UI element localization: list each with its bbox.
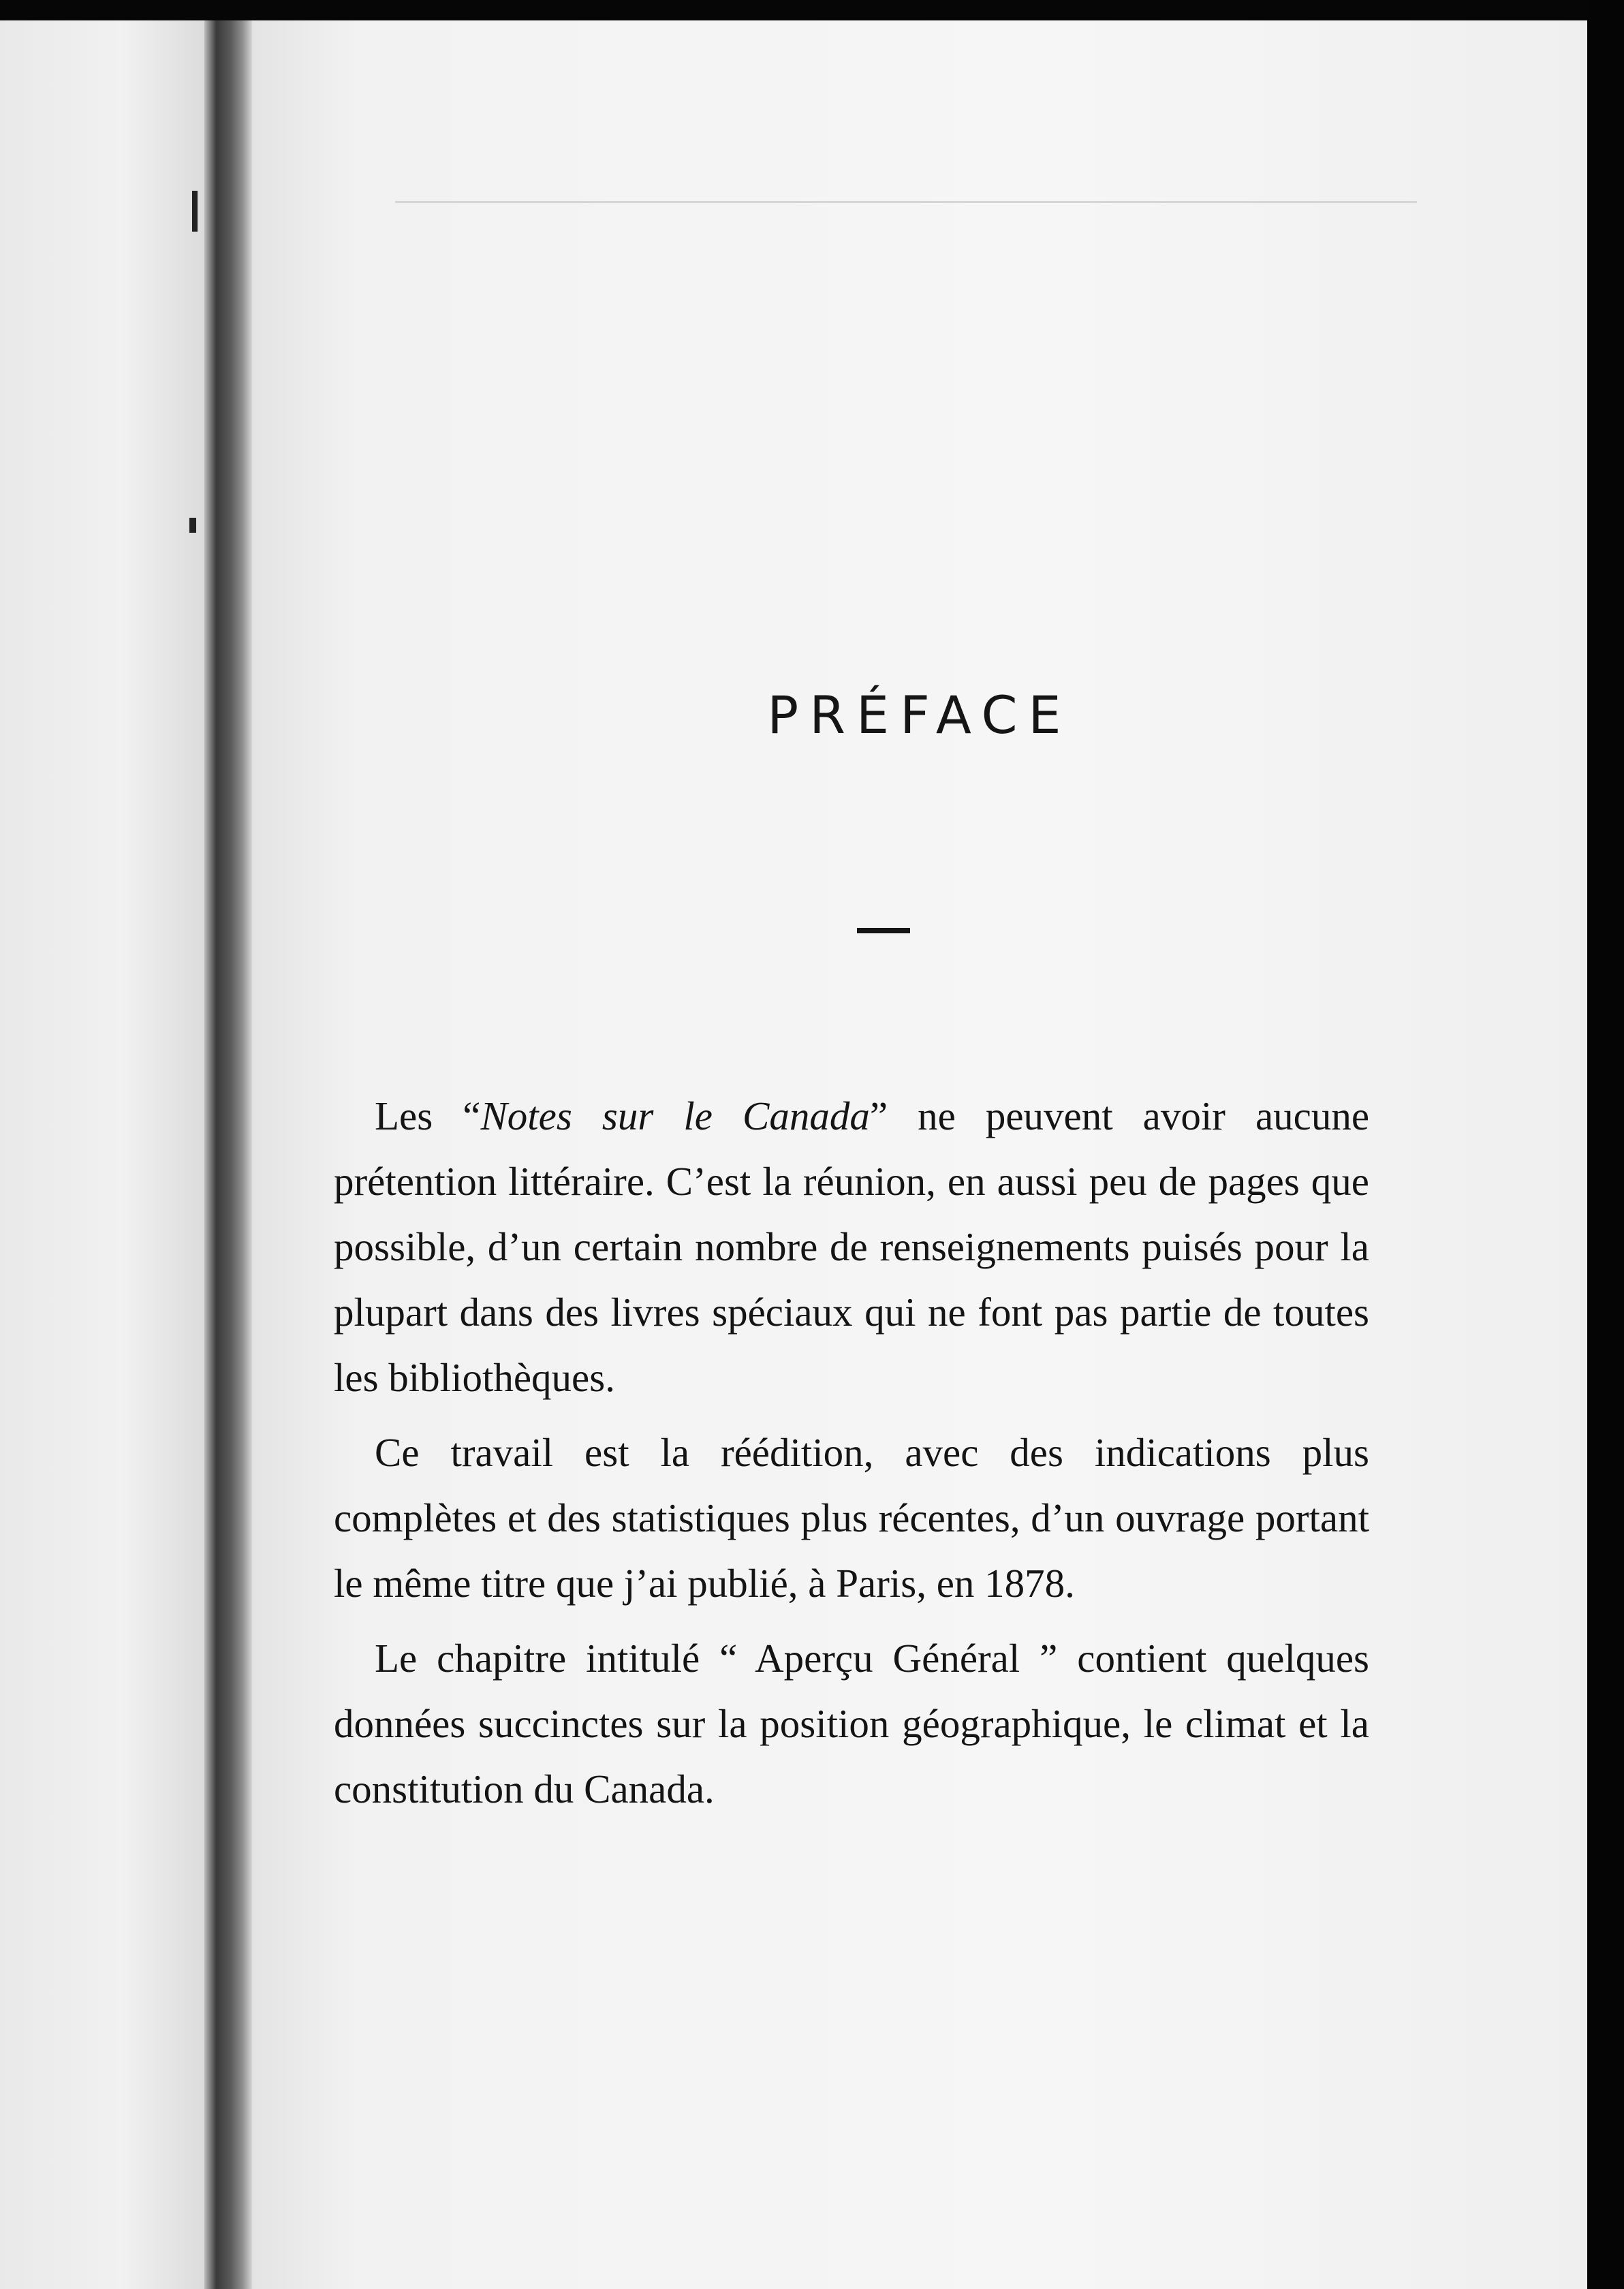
scan-right-edge (1587, 0, 1624, 2289)
bleed-through-rule (395, 201, 1417, 203)
page-heading: PRÉFACE (767, 685, 1072, 745)
heading-rule (857, 928, 910, 933)
paragraph-text: Les “ (375, 1093, 481, 1138)
paragraph-text: ” ne peuvent avoir aucune prétention littéraire. C’est la réunion, en aussi peu de pages que possible, d’un certain nombre de renseignements puisés pour la plupart dans des livres spéciaux qui ne font pas partie de toutes les bibliothèques. (334, 1093, 1370, 1400)
paragraph: Le chapitre intitulé “ Aperçu Général ” contient quelques données succinctes sur la position géographique, le climat et la constitution du Canada. (334, 1636, 1369, 1811)
book-title: Notes sur le Canada (480, 1093, 870, 1138)
paragraph (334, 1083, 1369, 1410)
document-page (252, 20, 1587, 2289)
verso-ink-mark (189, 518, 196, 533)
previous-page-edge (0, 20, 204, 2289)
book-gutter-shadow (204, 20, 252, 2289)
verso-ink-mark (192, 191, 198, 232)
preface-text (334, 1083, 1369, 1831)
paragraph: Ce travail est la réédition, avec des indications plus complètes et des statistiques plus récentes, d’un ouvrage portant le même titre que j’ai publié, à Paris, en 1878. (334, 1430, 1369, 1606)
scan-top-edge (0, 0, 1624, 20)
